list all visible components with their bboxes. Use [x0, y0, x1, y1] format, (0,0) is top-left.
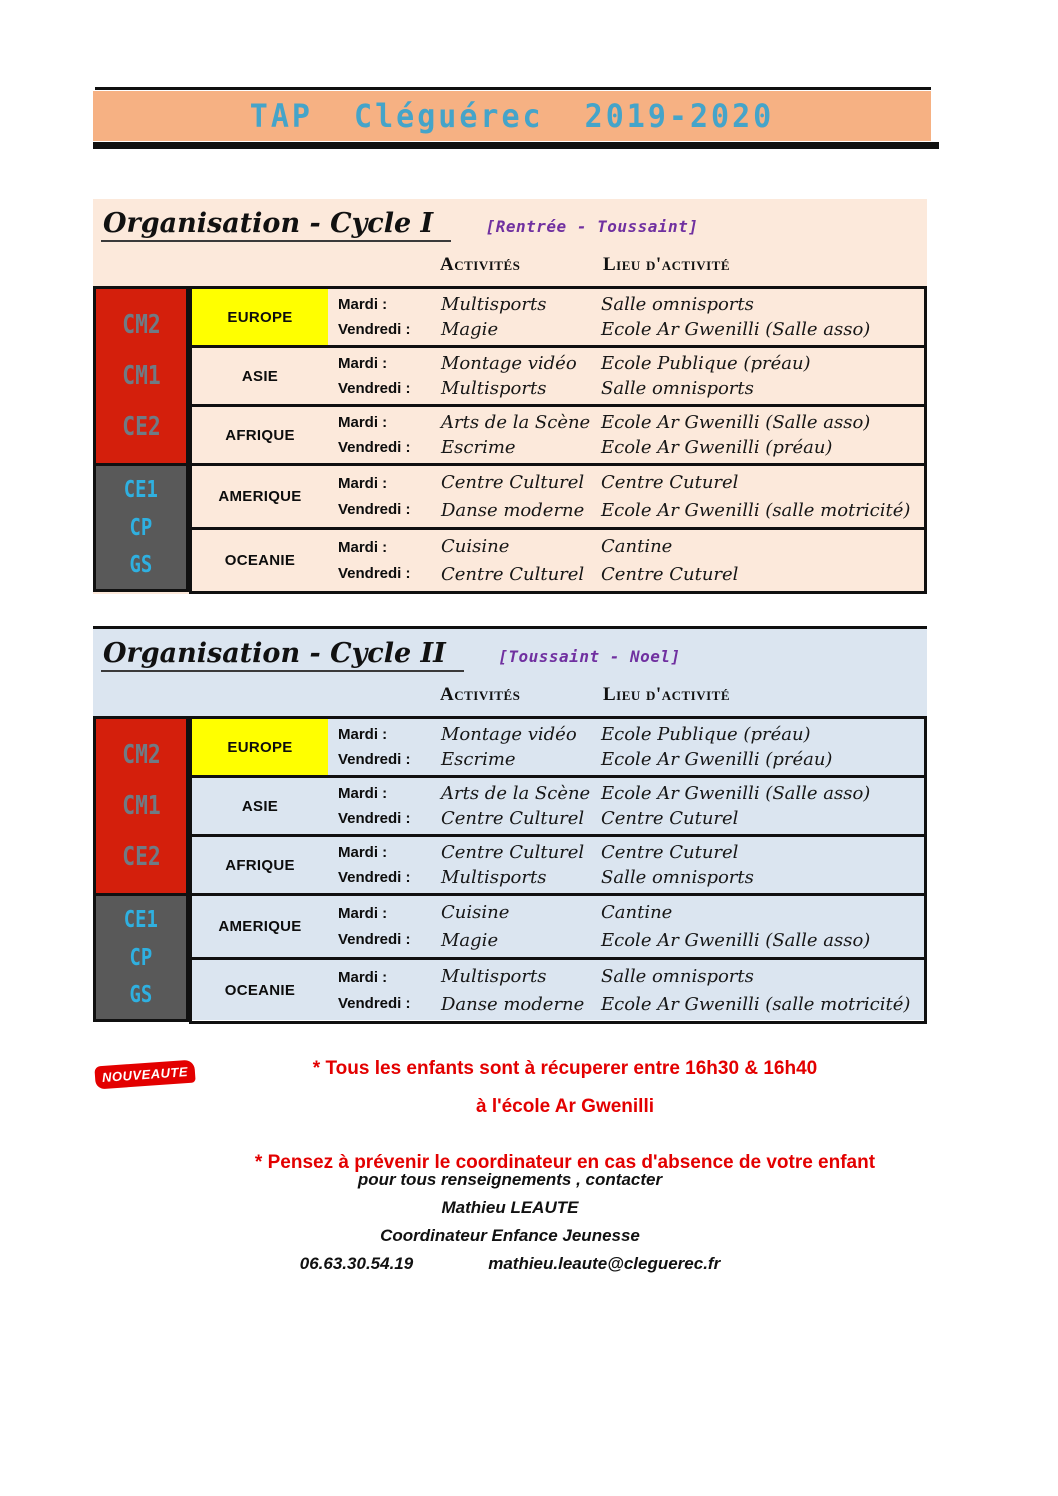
day-label: Mardi : [338, 296, 388, 314]
class-groups-column [93, 286, 189, 592]
document-title: TAP Cléguérec 2019-2020 [249, 97, 775, 135]
activity: Cuisine [441, 902, 510, 924]
activity: Centre Culturel [441, 841, 585, 863]
day-label: Vendredi : [338, 995, 411, 1012]
day-label: Vendredi : [338, 750, 411, 768]
contact-block [135, 1170, 885, 1282]
continent-label: EUROPE [192, 719, 328, 775]
nouveaute-stamp: NOUVEAUTE [94, 1060, 195, 1090]
locations-cell [601, 530, 924, 591]
cycle-2-period: [Toussaint - Noel] [498, 647, 681, 666]
table-row-oceanie [189, 957, 927, 1024]
day-labels [328, 407, 441, 463]
day-labels [328, 530, 441, 591]
day-labels [328, 837, 441, 893]
day-labels [328, 466, 441, 527]
activity: Centre Culturel [441, 472, 585, 494]
day-label: Mardi : [338, 844, 388, 862]
activity: Arts de la Scène [441, 411, 591, 433]
table-row-amerique [189, 463, 927, 530]
activity: Montage vidéo [441, 352, 577, 374]
table-row-afrique [189, 404, 927, 466]
table-row-europe [189, 286, 927, 348]
absence-note: * Pensez à prévenir le coordinateur en cas d'absence de votre enfant [254, 1152, 876, 1173]
activity: Multisports [441, 378, 547, 400]
column-header-location: Lieu d'activité [603, 254, 731, 275]
table-row-asie [189, 775, 927, 837]
activity: Montage vidéo [441, 723, 577, 745]
table-row-amerique [189, 893, 927, 960]
pickup-note-line-2: à l'école Ar Gwenilli [475, 1096, 655, 1117]
activity: Magie [441, 319, 499, 341]
continent-label: AFRIQUE [225, 426, 295, 444]
continent-label: OCEANIE [224, 982, 296, 999]
activity: Magie [441, 929, 499, 951]
activity: Multisports [441, 293, 547, 315]
continent-label: AFRIQUE [225, 856, 295, 874]
day-label: Vendredi : [338, 501, 411, 518]
activities-cell [441, 530, 601, 591]
banner-bottom-rule [93, 142, 939, 149]
activity: Centre Culturel [441, 808, 585, 830]
activity: Arts de la Scène [441, 782, 591, 804]
continent-label: EUROPE [192, 289, 328, 345]
locations-cell [601, 960, 924, 1021]
section-heading [101, 638, 681, 672]
activities-cell [441, 289, 601, 345]
locations-cell [601, 778, 924, 834]
cycle-1-period: [Rentrée - Toussaint] [485, 217, 699, 236]
location: Ecole Ar Gwenilli (Salle asso) [601, 411, 871, 433]
day-label: Vendredi : [338, 438, 411, 456]
day-labels [328, 289, 441, 345]
contact-role: Coordinateur Enfance Jeunesse [380, 1226, 640, 1245]
activities-cell [441, 896, 601, 957]
activity: Multisports [441, 966, 547, 988]
activity: Danse moderne [441, 993, 585, 1015]
day-label: Mardi : [338, 969, 388, 986]
location: Ecole Publique (préau) [601, 352, 811, 374]
locations-cell [601, 837, 924, 893]
location: Salle omnisports [601, 293, 754, 315]
section-cycle-2 [93, 626, 927, 1020]
activities-cell [441, 407, 601, 463]
pickup-note-line-1: * Tous les enfants sont à récuperer entre 16h30 & 16h40 [312, 1058, 818, 1079]
day-labels [328, 896, 441, 957]
day-label: Vendredi : [338, 565, 411, 582]
class-label: CM1 [121, 361, 161, 391]
day-label: Vendredi : [338, 320, 411, 338]
day-labels [328, 348, 441, 404]
location: Centre Cuturel [601, 563, 739, 585]
class-groups-column [93, 716, 189, 1022]
location: Ecole Ar Gwenilli (Salle asso) [601, 929, 871, 951]
location: Ecole Publique (préau) [601, 723, 811, 745]
continent-label: AMERIQUE [218, 488, 302, 505]
class-label: CE1 [123, 907, 159, 934]
activities-cell [441, 837, 601, 893]
class-label: CM2 [121, 310, 161, 340]
activities-cell [441, 778, 601, 834]
class-label: CP [129, 514, 153, 541]
banner-top-rule [95, 87, 931, 90]
contact-name: Mathieu LEAUTE [441, 1198, 579, 1217]
activity: Escrime [441, 749, 516, 771]
activity: Cuisine [441, 536, 510, 558]
locations-cell [601, 466, 924, 527]
day-labels [328, 778, 441, 834]
day-labels [328, 719, 441, 775]
table-row-afrique [189, 834, 927, 896]
location: Ecole Ar Gwenilli (préau) [601, 437, 833, 459]
table-row-europe [189, 716, 927, 778]
activities-cell [441, 466, 601, 527]
section-heading [101, 208, 698, 242]
section-cycle-1 [93, 199, 927, 594]
location: Cantine [601, 536, 673, 558]
location: Salle omnisports [601, 378, 754, 400]
locations-cell [601, 896, 924, 957]
class-block-upper [93, 716, 189, 896]
locations-cell [601, 407, 924, 463]
day-label: Vendredi : [338, 809, 411, 827]
column-header-location: Lieu d'activité [603, 684, 731, 705]
table-row-oceanie [189, 527, 927, 594]
locations-cell [601, 348, 924, 404]
activity: Multisports [441, 867, 547, 889]
day-labels [328, 960, 441, 1021]
continent-label: OCEANIE [224, 552, 296, 569]
locations-cell [601, 719, 924, 775]
contact-email: mathieu.leaute@cleguerec.fr [488, 1254, 721, 1273]
day-label: Vendredi : [338, 379, 411, 397]
day-label: Mardi : [338, 785, 388, 803]
table-row-asie [189, 345, 927, 407]
location: Ecole Ar Gwenilli (salle motricité) [601, 993, 911, 1015]
class-block-lower [93, 893, 189, 1022]
class-label: GS [129, 981, 153, 1008]
activity: Escrime [441, 437, 516, 459]
day-label: Mardi : [338, 414, 388, 432]
activities-cell [441, 960, 601, 1021]
activity: Centre Culturel [441, 563, 585, 585]
location: Cantine [601, 902, 673, 924]
activities-cell [441, 348, 601, 404]
activity: Danse moderne [441, 499, 585, 521]
locations-cell [601, 289, 924, 345]
day-label: Vendredi : [338, 868, 411, 886]
cycle-1-title: Organisation - Cycle I [101, 208, 451, 242]
contact-details [135, 1254, 885, 1282]
day-label: Mardi : [338, 475, 388, 492]
day-label: Vendredi : [338, 931, 411, 948]
class-label: CM1 [121, 791, 161, 821]
continent-label: ASIE [241, 797, 279, 815]
class-label: CM2 [121, 740, 161, 770]
continent-label: ASIE [241, 367, 279, 385]
location: Ecole Ar Gwenilli (Salle asso) [601, 319, 871, 341]
class-label: CE2 [121, 842, 161, 872]
location: Centre Cuturel [601, 472, 739, 494]
class-block-lower [93, 463, 189, 592]
class-label: CP [129, 944, 153, 971]
schedule-rows [189, 286, 927, 594]
location: Ecole Ar Gwenilli (préau) [601, 749, 833, 771]
title-banner [93, 91, 931, 141]
location: Centre Cuturel [601, 841, 739, 863]
activities-cell [441, 719, 601, 775]
location: Ecole Ar Gwenilli (Salle asso) [601, 782, 871, 804]
location: Ecole Ar Gwenilli (salle motricité) [601, 499, 911, 521]
day-label: Mardi : [338, 539, 388, 556]
day-label: Mardi : [338, 355, 388, 373]
class-block-upper [93, 286, 189, 466]
column-header-activities: Activités [440, 254, 521, 275]
continent-label: AMERIQUE [218, 918, 302, 935]
cycle-2-title: Organisation - Cycle II [101, 638, 464, 672]
schedule-rows [189, 716, 927, 1024]
location: Salle omnisports [601, 867, 754, 889]
contact-phone: 06.63.30.54.19 [299, 1254, 414, 1273]
column-header-activities: Activités [440, 684, 521, 705]
class-label: GS [129, 551, 153, 578]
location: Centre Cuturel [601, 808, 739, 830]
day-label: Mardi : [338, 905, 388, 922]
day-label: Mardi : [338, 726, 388, 744]
class-label: CE1 [123, 477, 159, 504]
class-label: CE2 [121, 412, 161, 442]
location: Salle omnisports [601, 966, 754, 988]
contact-intro: pour tous renseignements , contacter [357, 1170, 663, 1189]
